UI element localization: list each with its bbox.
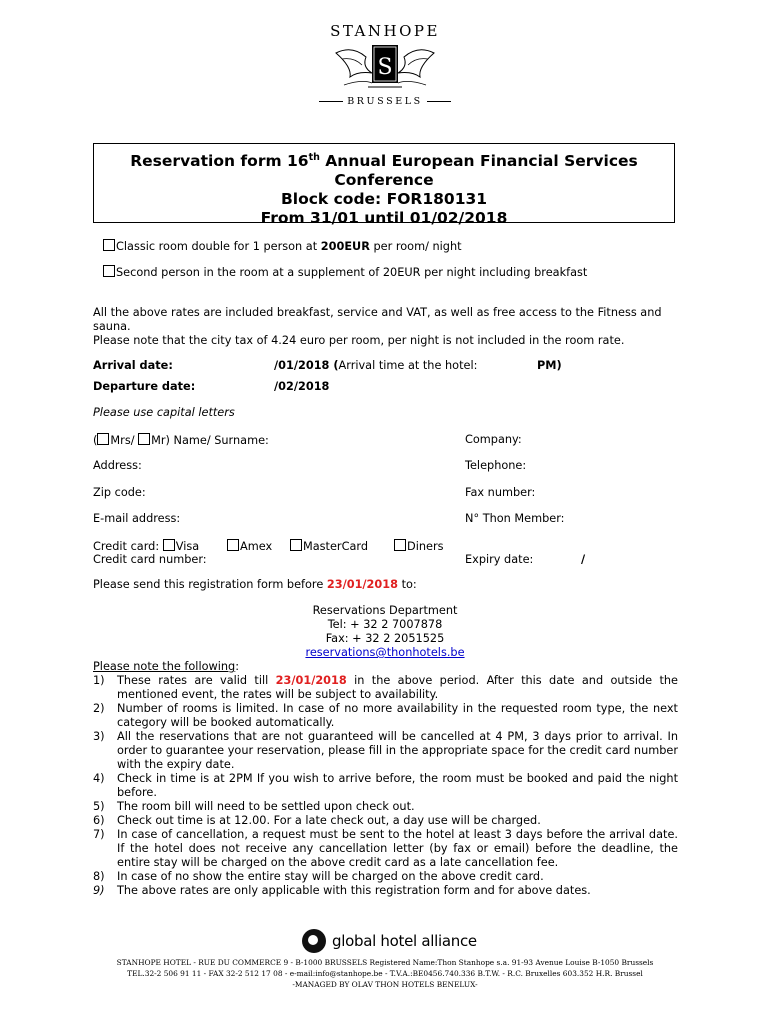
credit-card-row: Credit card: Visa <box>93 540 200 553</box>
list-item: 9) The above rates are only applicable with this registration form and for above dates. <box>93 884 591 897</box>
company-field[interactable]: Company: <box>465 433 522 446</box>
second-person-checkbox[interactable] <box>103 265 115 277</box>
rates-note: All the above rates are included breakfast, service and VAT, as well as free access to the Fitness and sauna. Please note that the city tax of 4.24 euro per room, per night is not included in the room rate. <box>93 306 662 347</box>
list-item: 4) Check in time is at 2PM If you wish to arrive before, the room must be booked and paid the night before. <box>93 772 678 799</box>
list-item: 3) All the reservations that are not guaranteed will be cancelled at 4 PM, 3 days prior to arrival. In order to guarantee your reservation, please fill in the appropriate space for the credit card number with the expiry date. <box>93 730 678 771</box>
mrs-checkbox[interactable] <box>97 433 109 445</box>
send-instruction: Please send this registration form before 23/01/2018 to: <box>93 578 417 591</box>
mr-checkbox[interactable] <box>138 433 150 445</box>
list-item: 8) In case of no show the entire stay will be charged on the above credit card. <box>93 870 544 883</box>
contact-fax: Fax: + 32 2 2051525 <box>325 632 445 645</box>
date-range: From 31/01 until 01/02/2018 <box>260 209 508 228</box>
thon-member-field[interactable]: N° Thon Member: <box>465 512 565 525</box>
notes-section <box>93 660 678 898</box>
footer-management: -MANAGED BY OLAV THON HOTELS BENELUX- <box>292 980 478 989</box>
footer <box>85 957 685 990</box>
list-item: 6) Check out time is at 12.00. For a late check out, a day use will be charged. <box>93 814 541 827</box>
departure-field[interactable]: /02/2018 <box>274 380 330 393</box>
title-box <box>93 143 675 228</box>
name-field[interactable]: ( Mrs/ Mr) Name/ Surname: <box>93 434 269 447</box>
alliance-icon <box>302 929 326 953</box>
footer-address: STANHOPE HOTEL - RUE DU COMMERCE 9 - B-1000 BRUSSELS Registered Name:Thon Stanhope s.a. 91-93 Avenue Louise B-1050 Brussels <box>116 958 654 967</box>
expiry-date-field[interactable]: Expiry date: <box>465 553 534 566</box>
notes-heading: Please note the following: <box>93 660 240 673</box>
logo-wordmark: STANHOPE <box>330 22 440 40</box>
crest-monogram: S <box>377 55 393 80</box>
notes-list <box>93 674 678 898</box>
crest-icon <box>332 43 438 91</box>
amex-option: Amex <box>227 539 272 553</box>
arrival-label: Arrival date: <box>93 359 173 372</box>
mastercard-checkbox[interactable] <box>290 539 302 551</box>
arrival-field[interactable]: /01/2018 (Arrival time at the hotel: <box>274 359 478 372</box>
visa-checkbox[interactable] <box>163 539 175 551</box>
title-line-2: Conference <box>334 171 434 190</box>
diners-option: Diners <box>394 539 443 553</box>
contact-email-link[interactable]: reservations@thonhotels.be <box>305 646 465 659</box>
second-person-option: Second person in the room at a supplement of 20EUR per night including breakfast <box>103 265 587 279</box>
contact-block <box>235 604 535 660</box>
hotel-logo <box>310 22 460 110</box>
diners-checkbox[interactable] <box>394 539 406 551</box>
zip-field[interactable]: Zip code: <box>93 486 146 499</box>
mastercard-option: MasterCard <box>290 539 368 553</box>
footer-contact: TEL.32-2 506 91 11 - FAX 32-2 512 17 08 - e-mail:info@stanhope.be - T.V.A.:BE0456.740.336 B.T.W. - R.C. Bruxelles 603.352 H.R. Brussel <box>127 969 643 978</box>
block-code: Block code: FOR180131 <box>280 190 488 209</box>
global-hotel-alliance-logo <box>302 929 482 955</box>
amex-checkbox[interactable] <box>227 539 239 551</box>
list-item: 1) These rates are valid till 23/01/2018 in the above period. After this date and outside the mentioned event, the rates will be subject to availability. <box>93 674 678 701</box>
credit-card-number-field[interactable]: Credit card number: <box>93 553 207 566</box>
contact-telephone: Tel: + 32 2 7007878 <box>327 618 443 631</box>
telephone-field[interactable]: Telephone: <box>465 459 527 472</box>
alliance-name: global hotel alliance <box>332 932 477 950</box>
address-field[interactable]: Address: <box>93 459 142 472</box>
capital-letters-note: Please use capital letters <box>93 406 235 419</box>
classic-room-option: Classic room double for 1 person at 200EUR per room/ night <box>103 239 462 253</box>
list-item: 7) In case of cancellation, a request must be sent to the hotel at least 3 days before the arrival date. If the hotel does not receive any cancellation letter (by fax or email) before the deadline, the entire stay will be charged on the above credit card as a late cancellation fee. <box>93 828 678 869</box>
logo-city: BRUSSELS <box>310 96 460 107</box>
expiry-slash: / <box>581 553 586 566</box>
departure-label: Departure date: <box>93 380 196 393</box>
contact-department: Reservations Department <box>312 604 458 617</box>
fax-field[interactable]: Fax number: <box>465 486 536 499</box>
arrival-time-suffix: PM) <box>537 359 562 372</box>
title-line-1: Reservation form 16th Annual European Financial Services <box>130 152 638 171</box>
email-field[interactable]: E-mail address: <box>93 512 181 525</box>
list-item: 5) The room bill will need to be settled upon check out. <box>93 800 415 813</box>
list-item: 2) Number of rooms is limited. In case of no more availability in the requested room type, the next category will be booked automatically. <box>93 702 678 729</box>
classic-room-checkbox[interactable] <box>103 239 115 251</box>
